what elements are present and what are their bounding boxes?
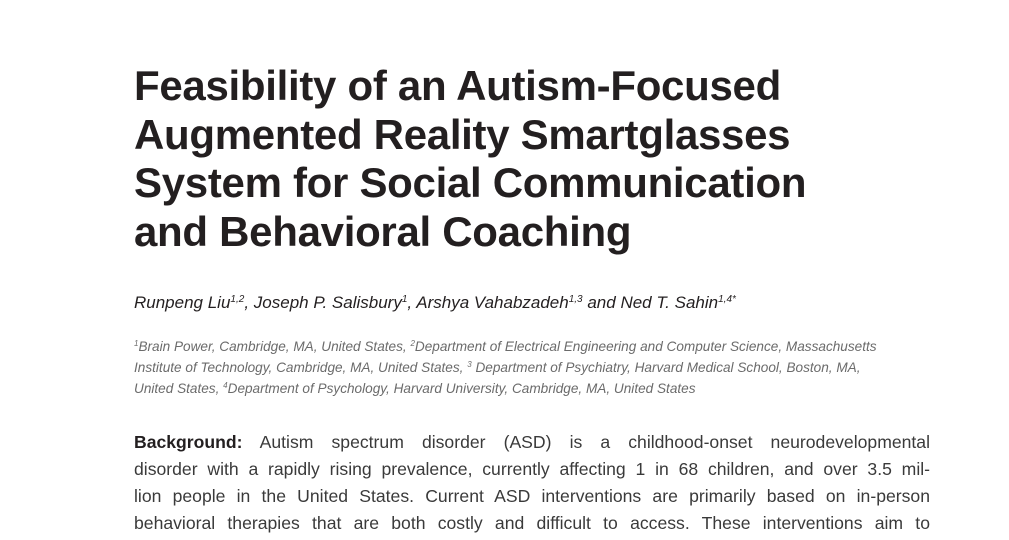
affiliation-text: Institute of Technology, Cambridge, MA, United States, bbox=[134, 360, 468, 375]
abstract-line bbox=[134, 429, 930, 456]
affiliation-mark: 1 bbox=[134, 339, 139, 348]
author-name: Joseph P. Salisbury bbox=[253, 293, 402, 312]
affiliation-text: Brain Power, Cambridge, MA, United States, bbox=[138, 339, 411, 354]
affiliation-mark: 2 bbox=[410, 339, 415, 348]
abstract-line: behavioral therapies that are both costly and difficult to access. These interventions aim to bbox=[134, 513, 930, 533]
author-list bbox=[134, 292, 934, 314]
affiliation-line bbox=[134, 378, 934, 399]
paper-title bbox=[134, 62, 934, 256]
abstract-background-label: Background: bbox=[134, 432, 243, 452]
author-affiliation-mark: 1 bbox=[401, 294, 408, 305]
author-affiliation-mark: 1,4* bbox=[718, 294, 736, 305]
affiliation-list bbox=[134, 336, 934, 399]
abstract-line: lion people in the United States. Current ASD interventions are primarily based on in-person bbox=[134, 486, 930, 506]
author-name: Ned T. Sahin bbox=[620, 293, 719, 312]
author-affiliation-mark: 1,2 bbox=[230, 294, 245, 305]
affiliation-line bbox=[134, 336, 934, 357]
abstract-line: disorder with a rapidly rising prevalence, currently affecting 1 in 68 children, and over 3.5 mil- bbox=[134, 459, 930, 479]
author-affiliation-mark: 1,3 bbox=[568, 294, 583, 305]
author-separator: , bbox=[407, 293, 417, 312]
author-name: Arshya Vahabzadeh bbox=[416, 293, 569, 312]
author-name: Runpeng Liu bbox=[134, 293, 231, 312]
title-line: Augmented Reality Smartglasses bbox=[134, 110, 791, 158]
affiliation-text: Department of Electrical Engineering and Computer Science, Massachusetts bbox=[414, 339, 877, 354]
paper-header bbox=[134, 62, 934, 537]
affiliation-line bbox=[134, 357, 934, 378]
affiliation-mark: 3 bbox=[467, 360, 472, 369]
abstract-section bbox=[134, 429, 934, 537]
title-line: System for Social Communication bbox=[134, 159, 807, 206]
abstract-text: Autism spectrum disorder (ASD) is a childhood-onset neurodevelopmental bbox=[242, 432, 930, 452]
title-line: and Behavioral Coaching bbox=[134, 207, 632, 255]
affiliation-text: Department of Psychology, Harvard University, Cambridge, MA, United States bbox=[227, 381, 696, 396]
affiliation-text: United States, bbox=[134, 381, 224, 396]
affiliation-text: Department of Psychiatry, Harvard Medical School, Boston, MA, bbox=[471, 360, 861, 375]
author-separator: , bbox=[244, 293, 254, 312]
affiliation-mark: 4 bbox=[223, 381, 228, 390]
author-separator: and bbox=[582, 293, 621, 312]
title-line: Feasibility of an Autism-Focused bbox=[134, 62, 781, 109]
